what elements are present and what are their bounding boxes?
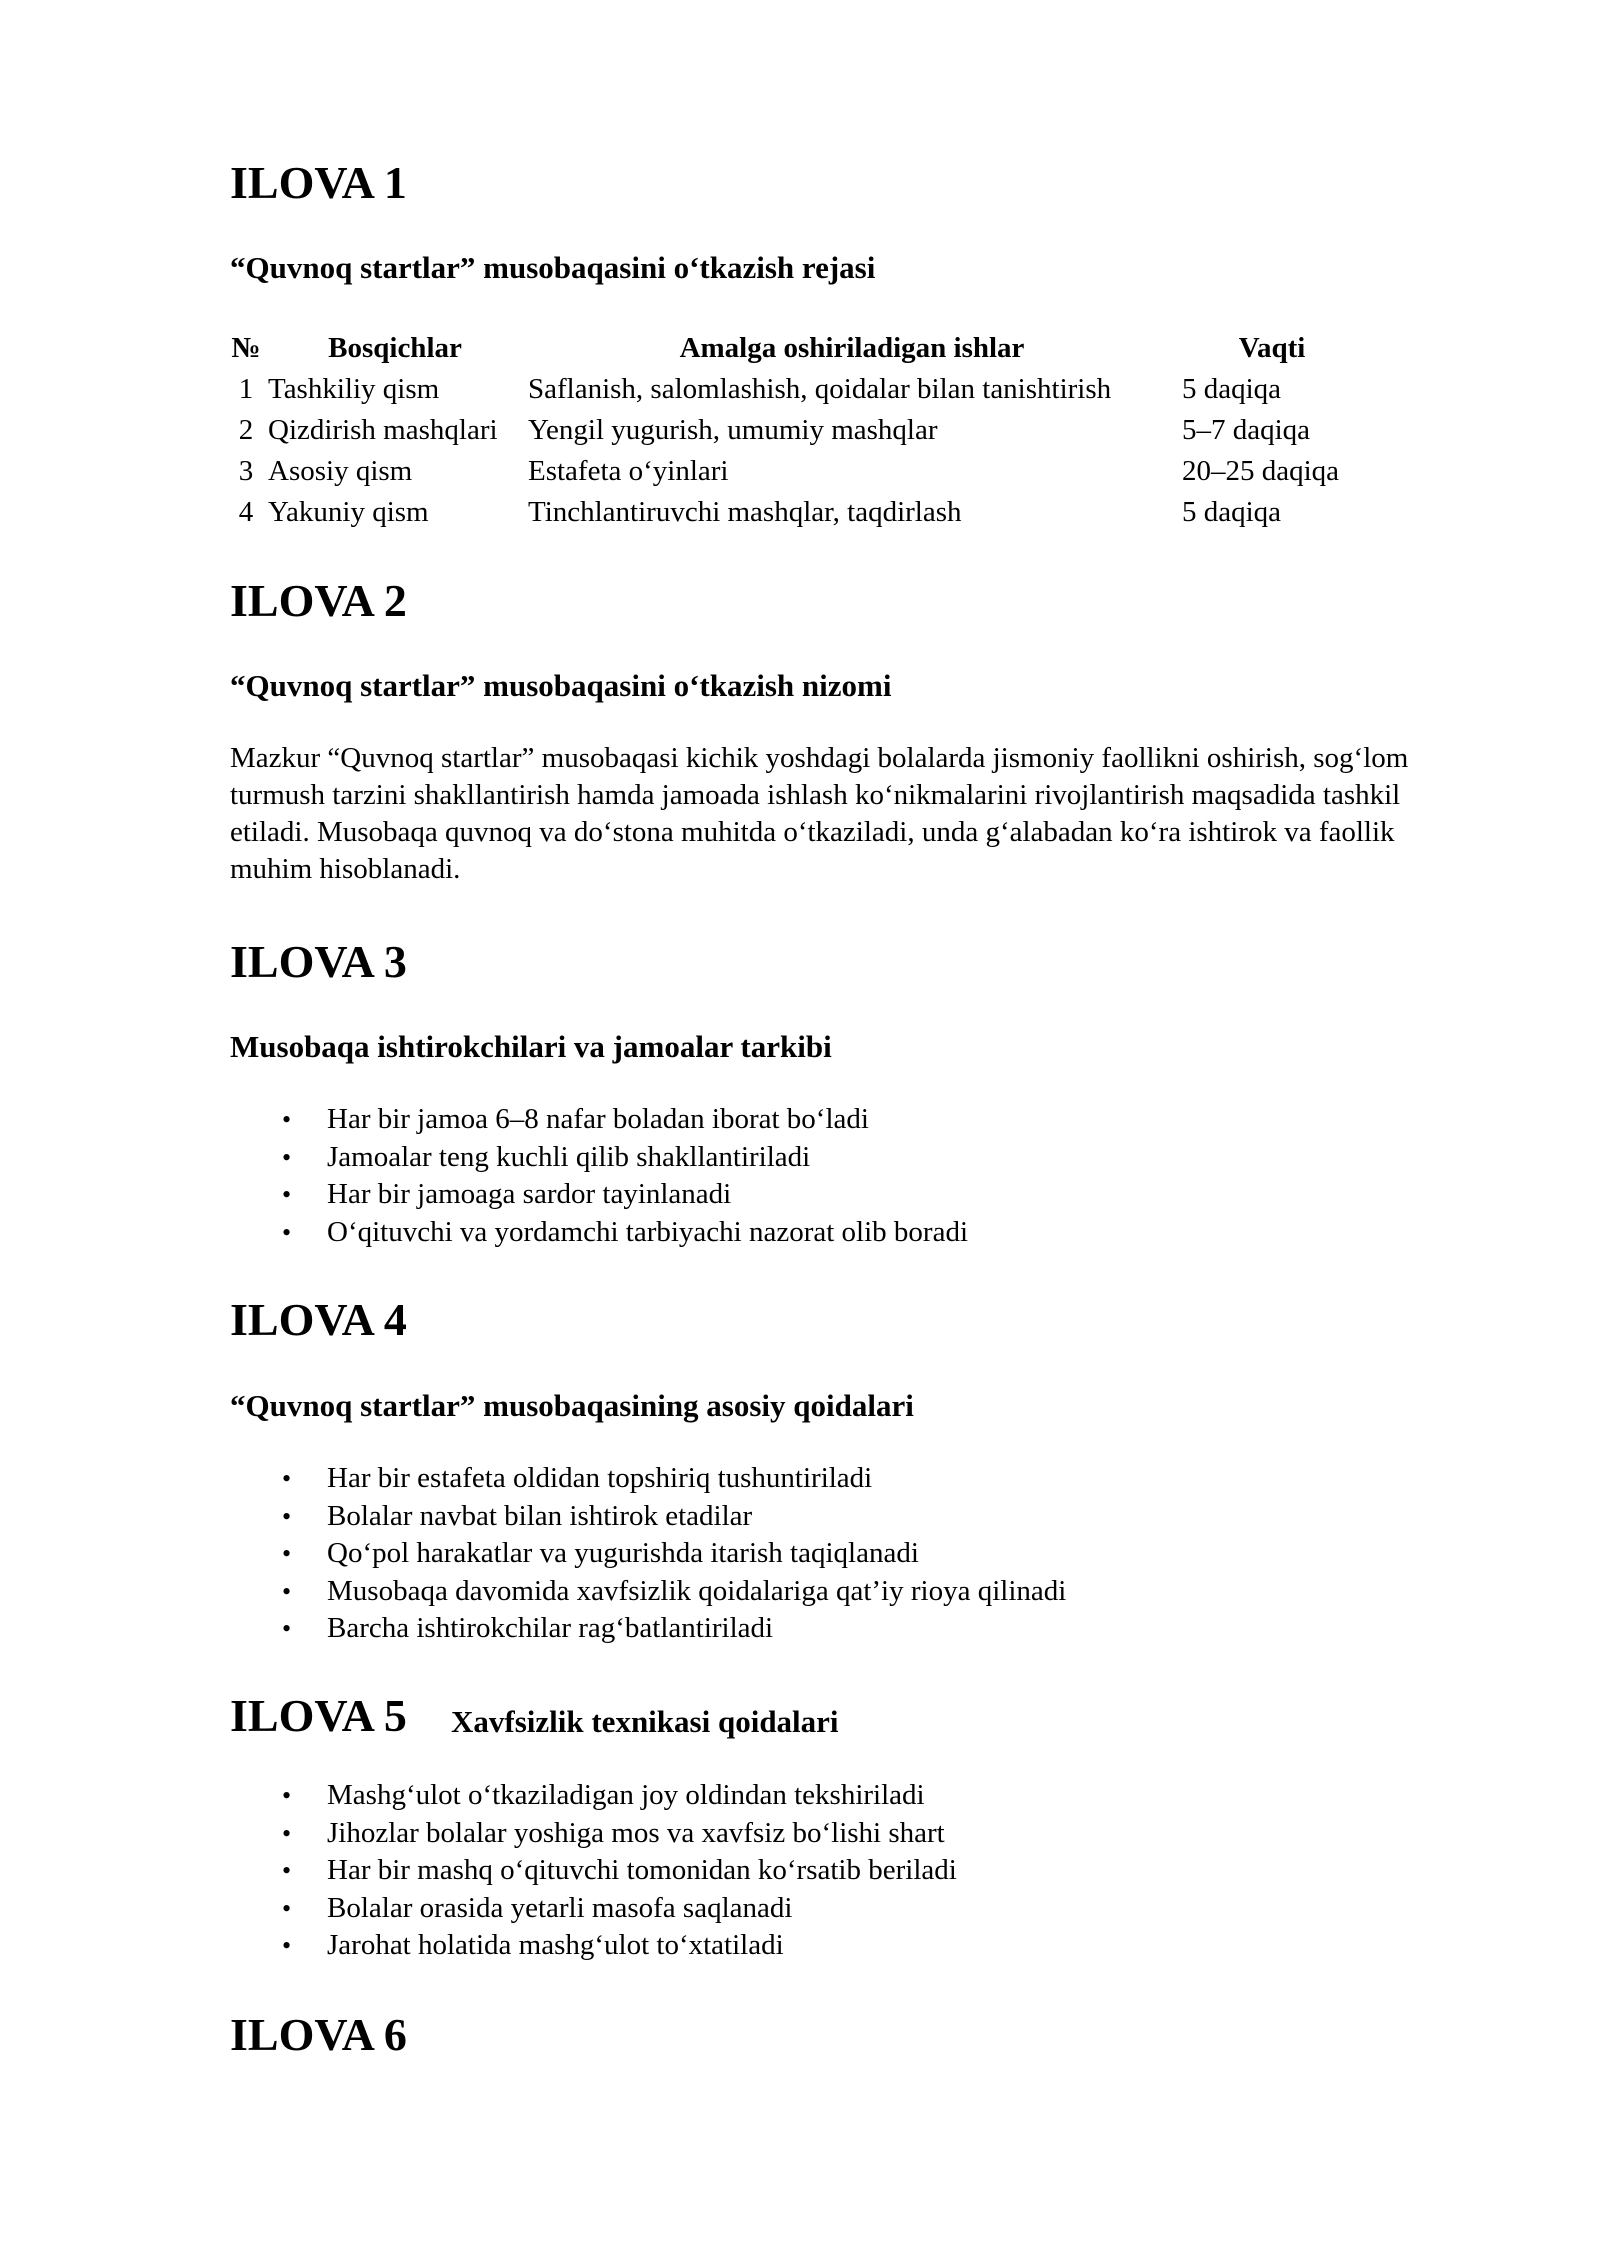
bullet-icon: • — [282, 1818, 292, 1848]
table-cell-stage: Tashkiliy qism — [268, 373, 440, 405]
bullet-icon: • — [282, 1105, 292, 1134]
list-item-text: Barcha ishtirokchilar rag‘batlantiriladi — [327, 1612, 774, 1644]
list-item — [230, 1460, 1066, 1498]
appendix-5-title: Xavfsizlik texnikasi qoidalari — [451, 1704, 839, 1739]
list-item — [230, 1815, 957, 1853]
list-item — [230, 1852, 957, 1890]
table-cell-time: 5 daqiqa — [1182, 496, 1282, 528]
plan-table — [227, 328, 1365, 533]
list-item — [230, 1610, 1066, 1648]
regulation-paragraph: Mazkur “Quvnoq startlar” musobaqasi kichik yoshdagi bolalarda jismoniy faollikni oshirish, sog‘lom turmush tarzini shakllantirish hamda jamoada ishlash ko‘nikmalarini rivojlantirish maqsadida tashkil etiladi. Musobaqa quvnoq va do‘stona muhitda o‘tkaziladi, unda g‘alabadan ko‘ra ishtirok va faollik muhim hisoblanadi. — [230, 742, 1409, 885]
table-cell-time: 5–7 daqiqa — [1182, 414, 1311, 446]
bullet-icon: • — [282, 1931, 292, 1960]
list-item — [230, 1535, 1066, 1573]
column-header-time: Vaqti — [1238, 332, 1306, 364]
list-item — [230, 1139, 968, 1177]
column-header-stages: Bosqichlar — [328, 332, 462, 364]
list-item — [230, 1214, 968, 1252]
table-row — [227, 369, 1365, 410]
list-item-text: Jihozlar bolalar yoshiga mos va xavfsiz bo‘lishi shart — [327, 1816, 945, 1849]
list-item-text: Har bir jamoaga sardor tayinlanadi — [327, 1178, 732, 1210]
bullet-icon: • — [282, 1464, 292, 1493]
bullet-icon: • — [282, 1576, 292, 1606]
appendix-1-title: “Quvnoq startlar” musobaqasini o‘tkazish rejasi — [230, 250, 876, 285]
list-item-text: Har bir mashq o‘qituvchi tomonidan ko‘rsatib beriladi — [327, 1854, 957, 1886]
table-cell-stage: Asosiy qism — [268, 455, 413, 487]
bullet-icon: • — [282, 1180, 292, 1209]
bullet-icon: • — [282, 1614, 292, 1643]
table-header-row — [227, 328, 1365, 369]
list-item — [230, 1101, 968, 1139]
list-item — [230, 1927, 957, 1965]
list-item — [230, 1777, 957, 1815]
column-header-activities: Amalga oshiriladigan ishlar — [679, 332, 1025, 364]
bullet-icon: • — [282, 1142, 292, 1172]
list-item-text: Qo‘pol harakatlar va yugurishda itarish taqiqlanadi — [327, 1537, 919, 1569]
table-cell-number: 3 — [238, 455, 254, 487]
list-item-text: Har bir jamoa 6–8 nafar boladan iborat bo‘ladi — [327, 1103, 869, 1135]
list-item-text: O‘qituvchi va yordamchi tarbiyachi nazorat olib boradi — [327, 1215, 969, 1248]
bullet-icon: • — [282, 1539, 292, 1568]
list-item-text: Har bir estafeta oldidan topshiriq tushuntiriladi — [327, 1462, 873, 1494]
bullet-icon: • — [282, 1893, 292, 1923]
table-cell-stage: Yakuniy qism — [268, 496, 429, 528]
list-item-text: Jarohat holatida mashg‘ulot to‘xtatiladi — [327, 1929, 784, 1961]
appendix-4-title: “Quvnoq startlar” musobaqasining asosiy qoidalari — [230, 1388, 914, 1423]
appendix-3-heading: ILOVA 3 — [230, 936, 407, 987]
table-row — [227, 492, 1365, 533]
list-item — [230, 1176, 968, 1214]
table-cell-time: 5 daqiqa — [1182, 373, 1282, 405]
list-item — [230, 1498, 1066, 1536]
safety-list — [230, 1777, 957, 1965]
table-cell-number: 4 — [238, 496, 254, 528]
bullet-icon: • — [282, 1856, 292, 1885]
list-item-text: Bolalar navbat bilan ishtirok etadilar — [327, 1499, 753, 1532]
list-item — [230, 1573, 1066, 1611]
participants-list — [230, 1101, 968, 1251]
bullet-icon: • — [282, 1217, 292, 1247]
table-cell-number: 2 — [238, 414, 254, 446]
table-cell-time: 20–25 daqiqa — [1182, 455, 1340, 487]
appendix-3-title: Musobaqa ishtirokchilari va jamoalar tarkibi — [230, 1029, 832, 1064]
list-item-text: Mashg‘ulot o‘tkaziladigan joy oldindan tekshiriladi — [327, 1779, 925, 1811]
appendix-2-title: “Quvnoq startlar” musobaqasini o‘tkazish nizomi — [230, 668, 892, 703]
table-cell-number: 1 — [238, 373, 254, 405]
table-cell-activity: Estafeta o‘yinlari — [528, 455, 729, 487]
table-row — [227, 451, 1365, 492]
appendix-2-heading: ILOVA 2 — [230, 575, 407, 626]
bullet-icon: • — [282, 1501, 292, 1531]
table-row — [227, 410, 1365, 451]
appendix-1-heading: ILOVA 1 — [230, 157, 407, 208]
table-cell-activity: Yengil yugurish, umumiy mashqlar — [528, 414, 938, 446]
list-item-text: Musobaqa davomida xavfsizlik qoidalariga qat’iy rioya qilinadi — [327, 1574, 1067, 1607]
appendix-4-heading: ILOVA 4 — [230, 1294, 407, 1345]
rules-list — [230, 1460, 1066, 1648]
table-cell-activity: Tinchlantiruvchi mashqlar, taqdirlash — [528, 496, 962, 528]
appendix-5-heading: ILOVA 5 — [230, 1690, 407, 1741]
table-cell-activity: Saflanish, salomlashish, qoidalar bilan tanishtirish — [528, 373, 1112, 405]
table-cell-stage: Qizdirish mashqlari — [268, 414, 498, 446]
column-header-number: № — [231, 332, 261, 364]
bullet-icon: • — [282, 1781, 292, 1810]
appendix-6-heading: ILOVA 6 — [230, 2009, 407, 2060]
list-item-text: Bolalar orasida yetarli masofa saqlanadi — [327, 1891, 793, 1924]
list-item-text: Jamoalar teng kuchli qilib shakllantiriladi — [327, 1140, 811, 1173]
list-item — [230, 1890, 957, 1928]
